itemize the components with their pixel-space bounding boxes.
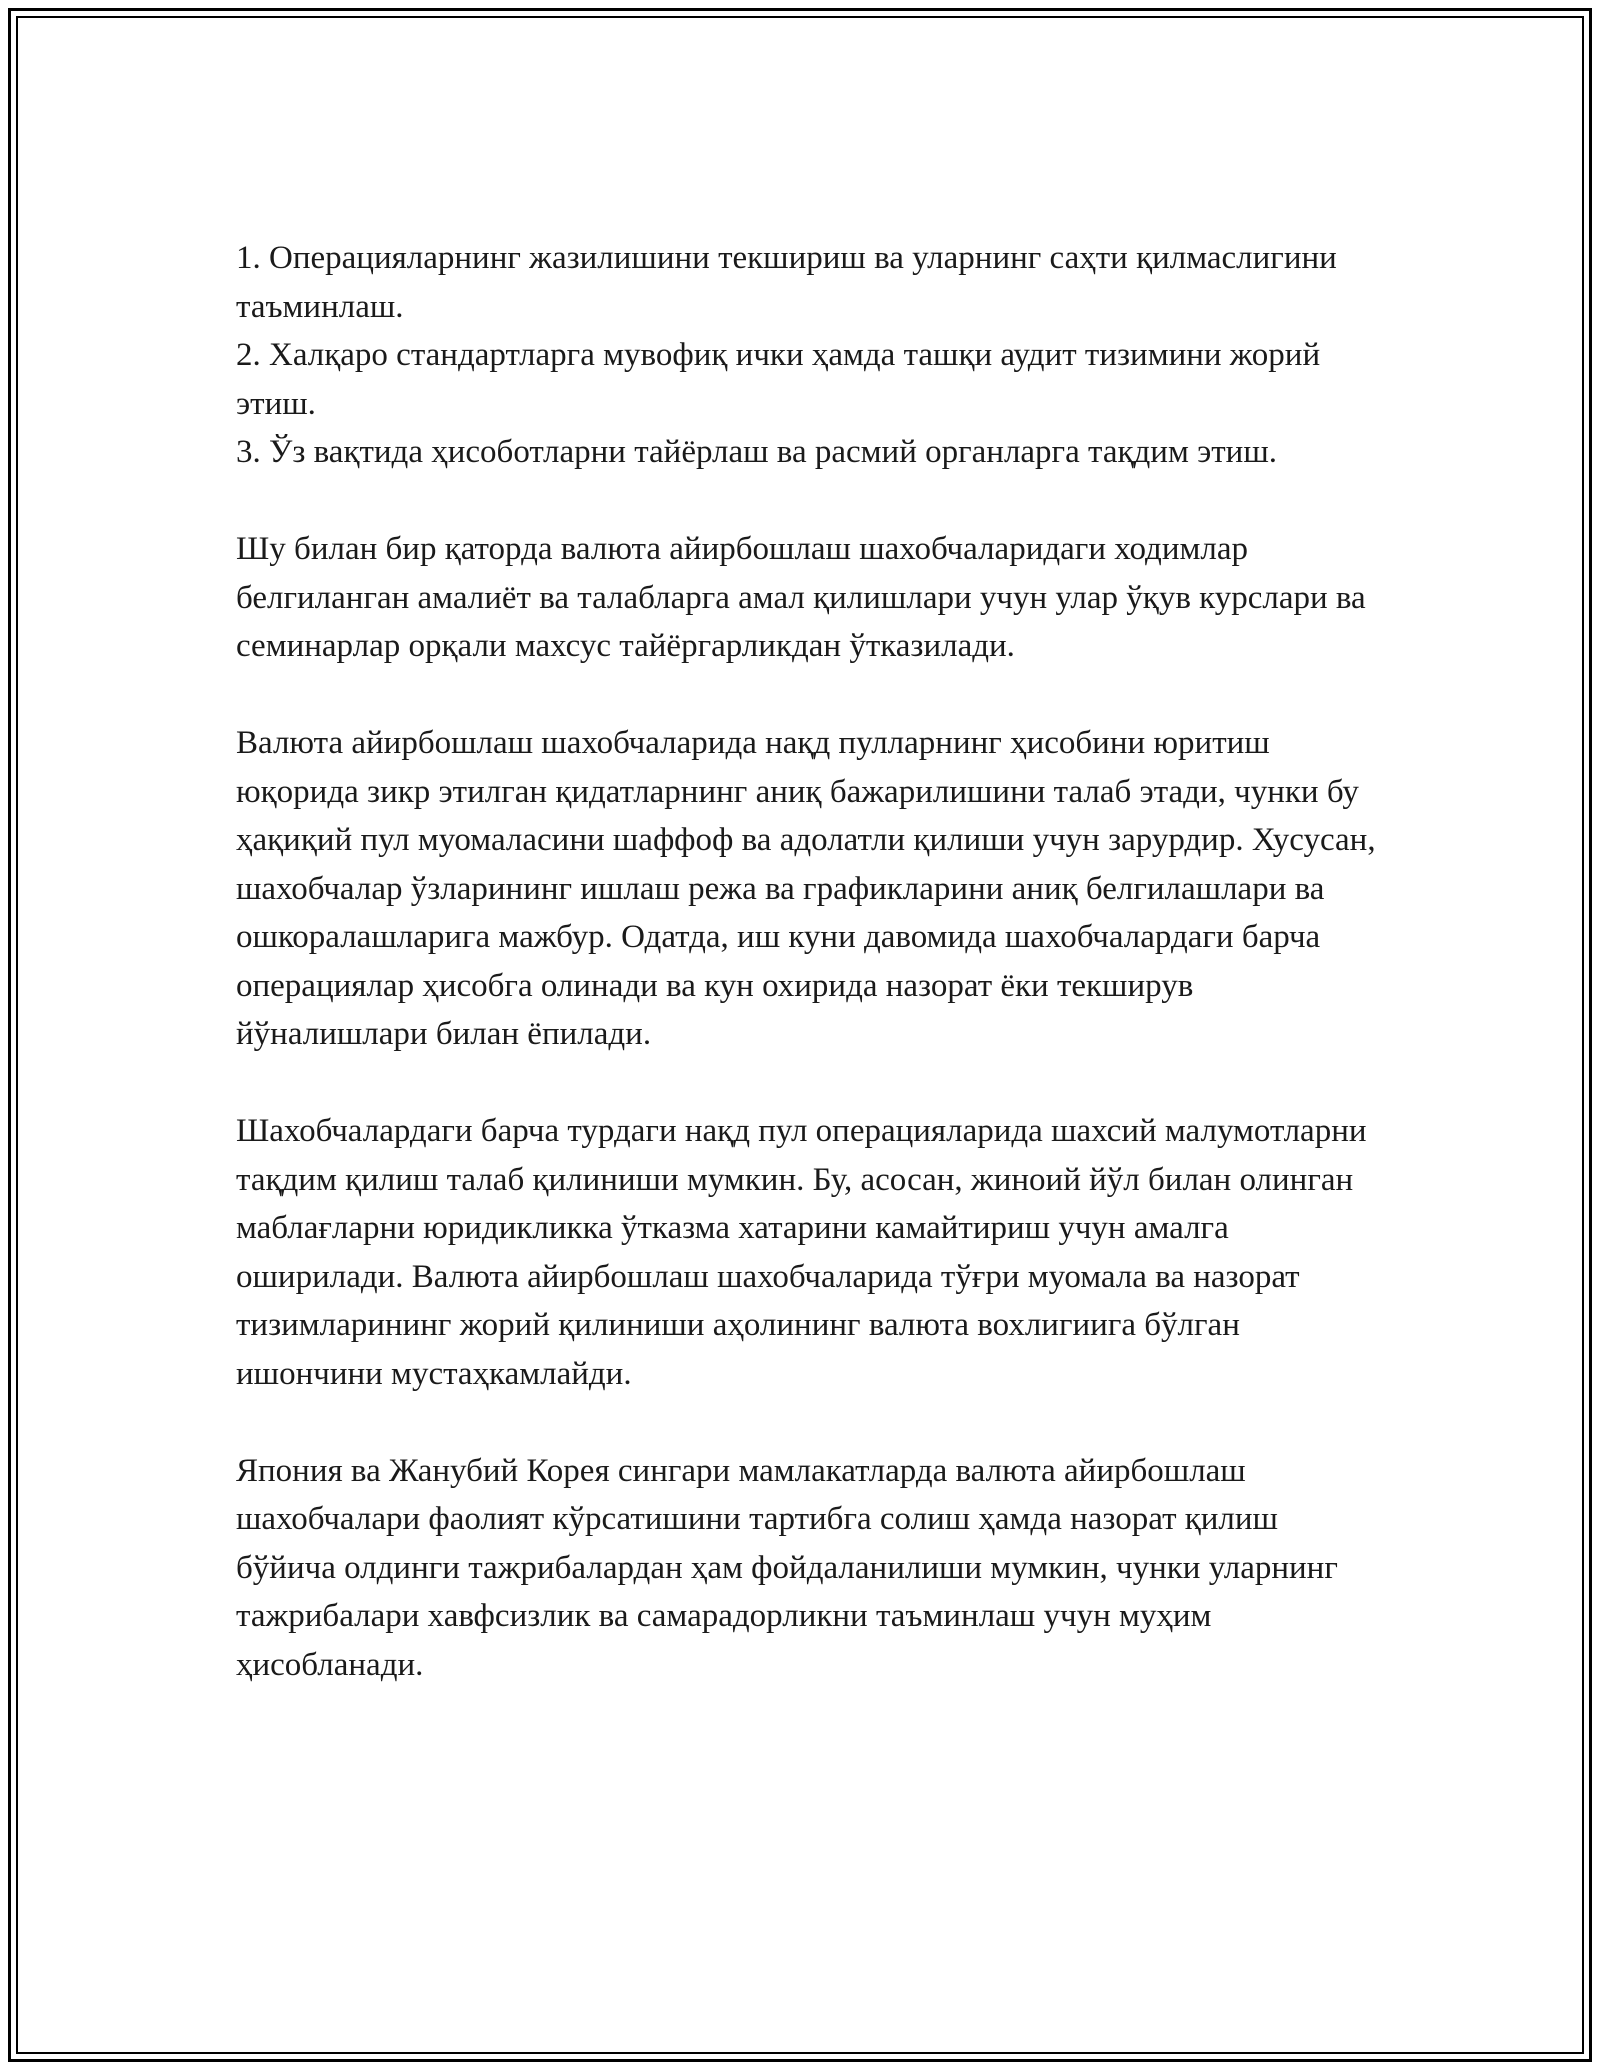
paragraph: Япония ва Жанубий Корея сингари мамлакатларда валюта айирбошлаш шахобчалари фаолият кўрсатишини тартибга солиш ҳамда назорат қилиш бўйича олдинги тажрибалардан ҳам фойдаланилиши мумкин, чунки уларнинг тажрибалари хавфсизлик ва самарадорликни таъминлаш учун муҳим ҳисобланади.: [236, 1452, 1338, 1683]
numbered-list: [236, 234, 1386, 477]
list-item: 1. Операцияларнинг жазилишини текшириш ва уларнинг саҳти қилмаслигини таъминлаш.: [236, 240, 1337, 325]
paragraph: Валюта айирбошлаш шахобчаларида нақд пулларнинг ҳисобини юритиш юқорида зикр этилган қидатларнинг аниқ бажарилишини талаб этади, чунки бу ҳақиқий пул муомаласини шаффоф ва адолатли қилиши учун зарурдир. Хусусан, шахобчалар ўзларининг ишлаш режа ва графикларини аниқ белгилашлари ва ошкоралашларига мажбур. Одатда, иш куни давомида шахобчалардаги барча операциялар ҳисобга олинади ва кун охирида назорат ёки текширув йўналишлари билан ёпилади.: [236, 725, 1376, 1052]
paragraph: Шахобчалардаги барча турдаги нақд пул операцияларида шахсий малумотларни тақдим қилиш талаб қилиниши мумкин. Бу, асосан, жиноий йўл билан олинган маблағларни юридикликка ўтказма хатарини камайтириш учун амалга оширилади. Валюта айирбошлаш шахобчаларида тўғри муомала ва назорат тизимларининг жорий қилиниши аҳолининг валюта вохлигиига бўлган ишончини мустаҳкамлайди.: [236, 1113, 1367, 1392]
list-item: 3. Ўз вақтида ҳисоботларни тайёрлаш ва расмий органларга тақдим этиш.: [236, 434, 1277, 470]
document-body: [236, 234, 1386, 1738]
list-item: 2. Халқаро стандартларга мувофиқ ички ҳамда ташқи аудит тизимини жорий этиш.: [236, 337, 1321, 422]
paragraph: Шу билан бир қаторда валюта айирбошлаш шахобчаларидаги ходимлар белгиланган амалиёт ва талабларга амал қилишлари учун улар ўқув курслари ва семинарлар орқали махсус тайёргарликдан ўтказилади.: [236, 531, 1366, 664]
